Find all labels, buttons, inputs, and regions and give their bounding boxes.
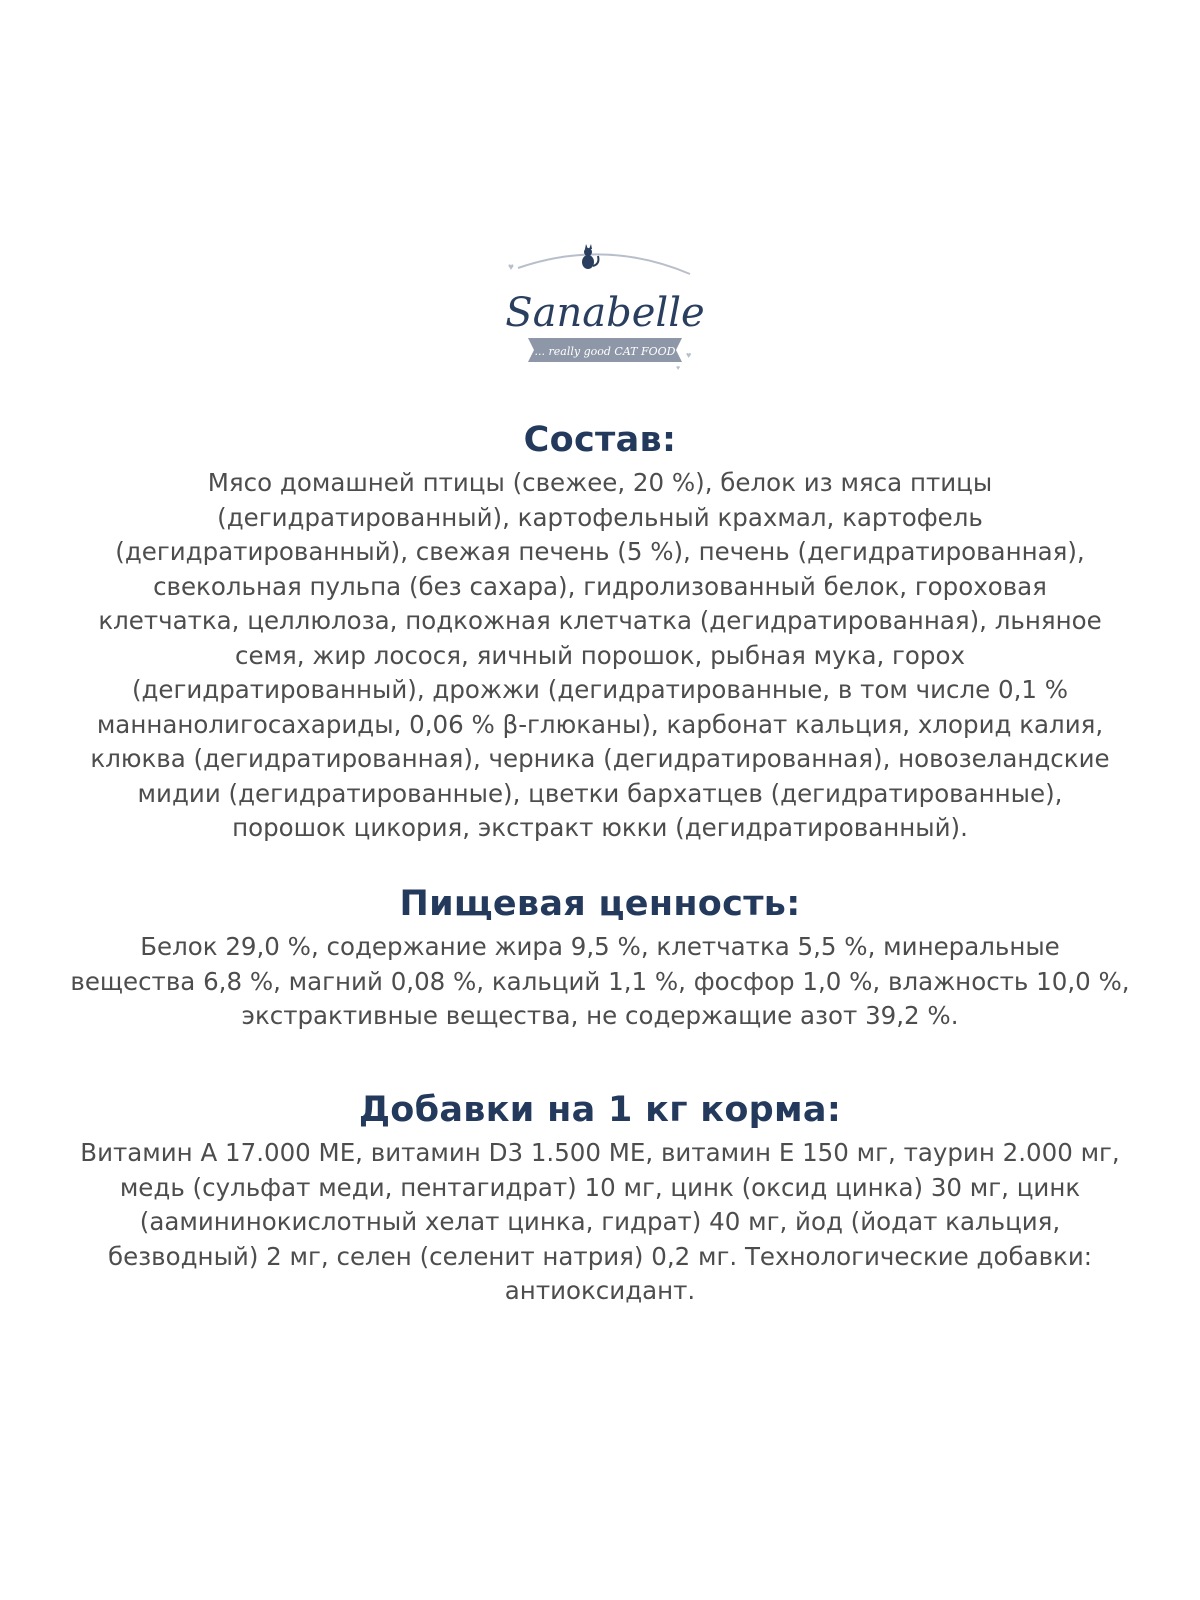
text-line: Витамин А 17.000 МЕ, витамин D3 1.500 МЕ, витамин Е 150 мг, таурин 2.000 мг, bbox=[80, 1138, 1120, 1167]
text-line: Мясо домашней птицы (свежее, 20 %), белок из мяса птицы bbox=[207, 468, 993, 497]
text-line: порошок цикория, экстракт юкки (дегидратированный). bbox=[232, 813, 968, 842]
text-line: маннанолигосахариды, 0,06 % β-глюканы), карбонат кальция, хлорид калия, bbox=[96, 709, 1104, 739]
additives-section bbox=[30, 1088, 1170, 1309]
brand-name: Sanabelle bbox=[505, 290, 705, 336]
text-line: (аамининокислотный хелат цинка, гидрат) 40 мг, йод (йодат кальция, bbox=[139, 1207, 1061, 1236]
text-line: семя, жир лосося, яичный порошок, рыбная мука, горох bbox=[235, 640, 965, 670]
heart-icon: ♥ bbox=[676, 365, 681, 372]
brand-logo bbox=[500, 240, 710, 390]
nutrition-title: Пищевая ценность: bbox=[399, 884, 801, 924]
text-line: (дегидратированный), свежая печень (5 %), печень (дегидратированная), bbox=[115, 537, 1085, 566]
text-line: вещества 6,8 %, магний 0,08 %, кальций 1,1 %, фосфор 1,0 %, влажность 10,0 %, bbox=[70, 966, 1130, 996]
nutrition-text bbox=[30, 930, 1170, 1034]
text-line: свекольная пульпа (без сахара), гидролизованный белок, гороховая bbox=[153, 571, 1047, 601]
composition-section bbox=[30, 418, 1170, 846]
text-line: медь (сульфат меди, пентагидрат) 10 мг, цинк (оксид цинка) 30 мг, цинк bbox=[119, 1172, 1081, 1202]
cat-icon bbox=[582, 244, 598, 269]
text-line: Белок 29,0 %, содержание жира 9,5 %, клетчатка 5,5 %, минеральные bbox=[140, 932, 1060, 961]
text-line: антиоксидант. bbox=[504, 1276, 696, 1305]
text-line: (дегидратированный), картофельный крахмал, картофель bbox=[217, 502, 983, 532]
composition-title: Состав: bbox=[523, 420, 677, 460]
text-line: экстрактивные вещества, не содержащие азот 39,2 %. bbox=[241, 1001, 959, 1030]
heart-icon: ♥ bbox=[508, 262, 514, 273]
brand-tagline: ... really good CAT FOOD bbox=[534, 345, 676, 358]
composition-text bbox=[30, 466, 1170, 846]
text-line: клюква (дегидратированная), черника (дегидратированная), новозеландские bbox=[90, 744, 1110, 773]
text-line: безводный) 2 мг, селен (селенит натрия) 0,2 мг. Технологические добавки: bbox=[107, 1241, 1093, 1271]
additives-title: Добавки на 1 кг корма: bbox=[358, 1090, 842, 1130]
text-line: (дегидратированный), дрожжи (дегидратированные, в том числе 0,1 % bbox=[131, 675, 1069, 704]
text-line: мидии (дегидратированные), цветки бархатцев (дегидратированные), bbox=[137, 778, 1063, 808]
nutrition-section bbox=[30, 882, 1170, 1034]
heart-icon: ♥ bbox=[686, 350, 692, 360]
additives-text bbox=[30, 1136, 1170, 1309]
text-line: клетчатка, целлюлоза, подкожная клетчатка (дегидратированная), льняное bbox=[98, 606, 1102, 635]
